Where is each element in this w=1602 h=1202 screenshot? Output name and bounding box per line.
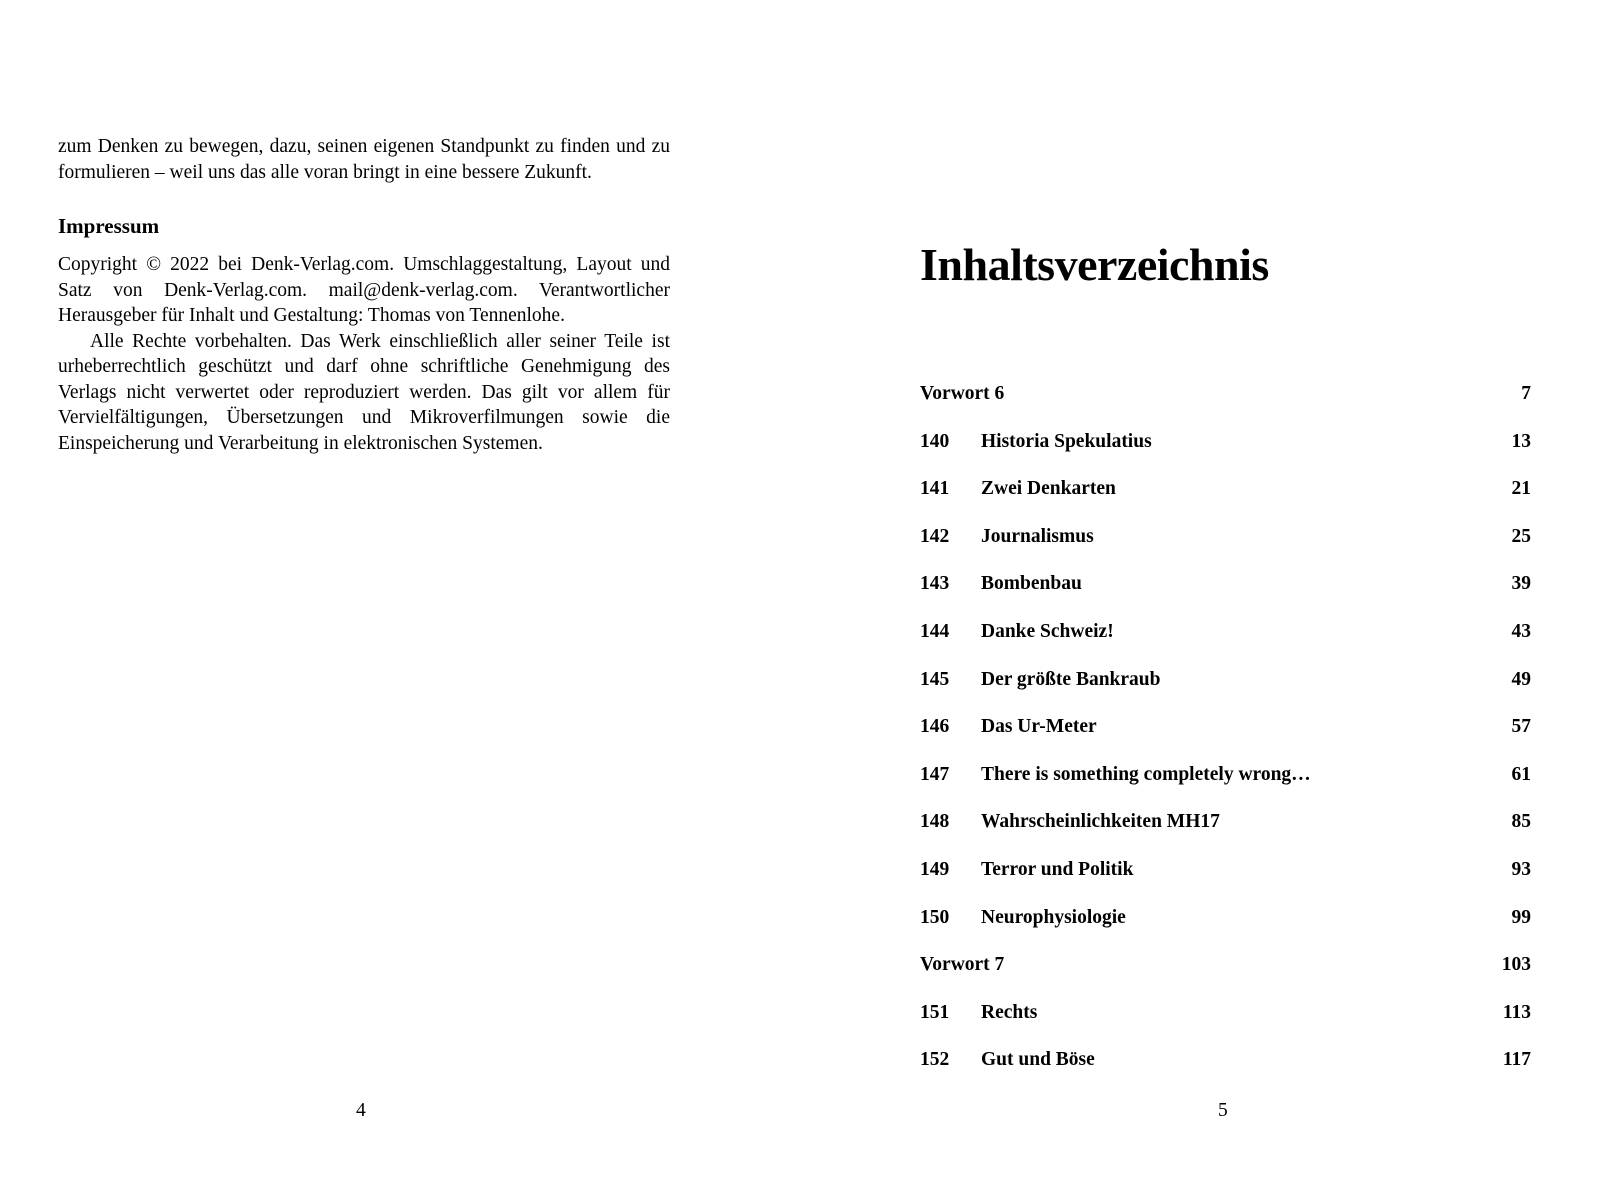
toc-entry-title: Neurophysiologie bbox=[981, 906, 1126, 928]
toc-entry-title: Zwei Denkarten bbox=[981, 478, 1116, 500]
toc-entry-number: 142 bbox=[920, 525, 950, 547]
toc-entry-page: 103 bbox=[1501, 954, 1531, 976]
toc-entry-title: Das Ur-Meter bbox=[981, 716, 1097, 738]
toc-entry-title: Terror und Politik bbox=[981, 858, 1134, 880]
toc-entry-number: 144 bbox=[920, 620, 950, 642]
right-page bbox=[801, 0, 1602, 1202]
page-number: 4 bbox=[356, 1100, 366, 1121]
toc-entry[interactable] bbox=[920, 620, 1531, 668]
toc-entry[interactable] bbox=[920, 668, 1531, 716]
toc-entry-page: 113 bbox=[1502, 1001, 1531, 1023]
intro-paragraph: zum Denken zu bewegen, dazu, seinen eigenen Standpunkt zu finden und zu formulieren – weil uns das alle voran bringt in eine bessere Zukunft. bbox=[58, 136, 670, 183]
toc-title: Inhaltsverzeichnis bbox=[920, 239, 1269, 290]
toc-entry-page: 39 bbox=[1511, 573, 1531, 595]
toc-entry-title: Rechts bbox=[981, 1001, 1038, 1023]
toc-entry-page: 93 bbox=[1511, 858, 1531, 880]
toc-entry-page: 7 bbox=[1521, 383, 1531, 404]
toc-entry-number: 149 bbox=[920, 858, 950, 880]
copyright-paragraph: Copyright © 2022 bei Denk-Verlag.com. Umschlaggestaltung, Layout und Satz von Denk-Verlag.com. mail@denk-verlag.com. Verantwortlicher Herausgeber für Inhalt und Gestaltung: Thomas von Tennenlohe. bbox=[58, 254, 670, 326]
toc-entry-number: 151 bbox=[920, 1001, 950, 1023]
toc-entry-title: Historia Spekulatius bbox=[981, 430, 1152, 452]
impressum-body bbox=[58, 252, 670, 456]
toc-entry[interactable] bbox=[920, 525, 1531, 573]
page-number: 5 bbox=[1218, 1100, 1228, 1121]
toc-entry[interactable] bbox=[920, 1001, 1531, 1049]
toc-entry[interactable] bbox=[920, 810, 1531, 858]
toc-entry-page: 21 bbox=[1511, 478, 1531, 500]
toc-entry[interactable] bbox=[920, 906, 1531, 954]
toc-entry-title: Wahrscheinlichkeiten MH17 bbox=[981, 811, 1220, 833]
toc-entry[interactable] bbox=[920, 430, 1531, 478]
toc-entry-title: Bombenbau bbox=[981, 573, 1082, 595]
toc-entry[interactable] bbox=[920, 1048, 1531, 1096]
toc-entry[interactable] bbox=[920, 572, 1531, 620]
toc-entry[interactable] bbox=[920, 763, 1531, 811]
toc-entry-title: Journalismus bbox=[981, 525, 1094, 547]
toc-entry-title: Gut und Böse bbox=[981, 1049, 1095, 1071]
toc-entry-title: Vorwort 6 bbox=[920, 383, 1005, 404]
toc-entry-number: 150 bbox=[920, 906, 950, 928]
toc-entry-number: 148 bbox=[920, 811, 950, 833]
toc-entry-number: 152 bbox=[920, 1049, 950, 1071]
toc-entry-number: 147 bbox=[920, 763, 950, 785]
impressum-heading: Impressum bbox=[58, 214, 160, 238]
toc-entry-page: 49 bbox=[1511, 668, 1531, 690]
toc-entry[interactable] bbox=[920, 382, 1531, 430]
toc-entry-page: 57 bbox=[1511, 716, 1531, 738]
toc-entry-number: 143 bbox=[920, 573, 950, 595]
toc-entry-page: 85 bbox=[1511, 811, 1531, 833]
toc-entry[interactable] bbox=[920, 858, 1531, 906]
toc-entry-page: 61 bbox=[1511, 763, 1531, 785]
toc-entry-number: 145 bbox=[920, 668, 950, 690]
toc-entry-number: 141 bbox=[920, 478, 950, 500]
toc-entry-page: 13 bbox=[1511, 430, 1531, 452]
toc-list bbox=[920, 382, 1531, 1096]
toc-entry-title: There is something completely wrong… bbox=[981, 763, 1311, 785]
toc-entry-page: 99 bbox=[1511, 906, 1531, 928]
toc-entry-number: 146 bbox=[920, 716, 950, 738]
toc-entry-page: 25 bbox=[1511, 525, 1531, 547]
toc-entry-title: Der größte Bankraub bbox=[981, 668, 1161, 690]
rights-paragraph: Alle Rechte vorbehalten. Das Werk einschließlich aller seiner Teile ist urheberrechtlich geschützt und darf ohne schriftliche Genehmigung des Verlags nicht verwertet oder reproduziert werden. Das gilt vor allem für Vervielfältigungen, Übersetzungen und Mikroverfilmungen sowie die Einspeicherung und Verarbeitung in elektronischen Systemen. bbox=[58, 330, 670, 454]
toc-entry-title: Vorwort 7 bbox=[920, 954, 1005, 976]
toc-entry[interactable] bbox=[920, 715, 1531, 763]
toc-entry-page: 117 bbox=[1502, 1049, 1531, 1071]
toc-entry[interactable] bbox=[920, 953, 1531, 1001]
toc-entry[interactable] bbox=[920, 477, 1531, 525]
toc-entry-number: 140 bbox=[920, 430, 950, 452]
toc-entry-page: 43 bbox=[1511, 620, 1531, 642]
toc-entry-title: Danke Schweiz! bbox=[981, 620, 1114, 642]
